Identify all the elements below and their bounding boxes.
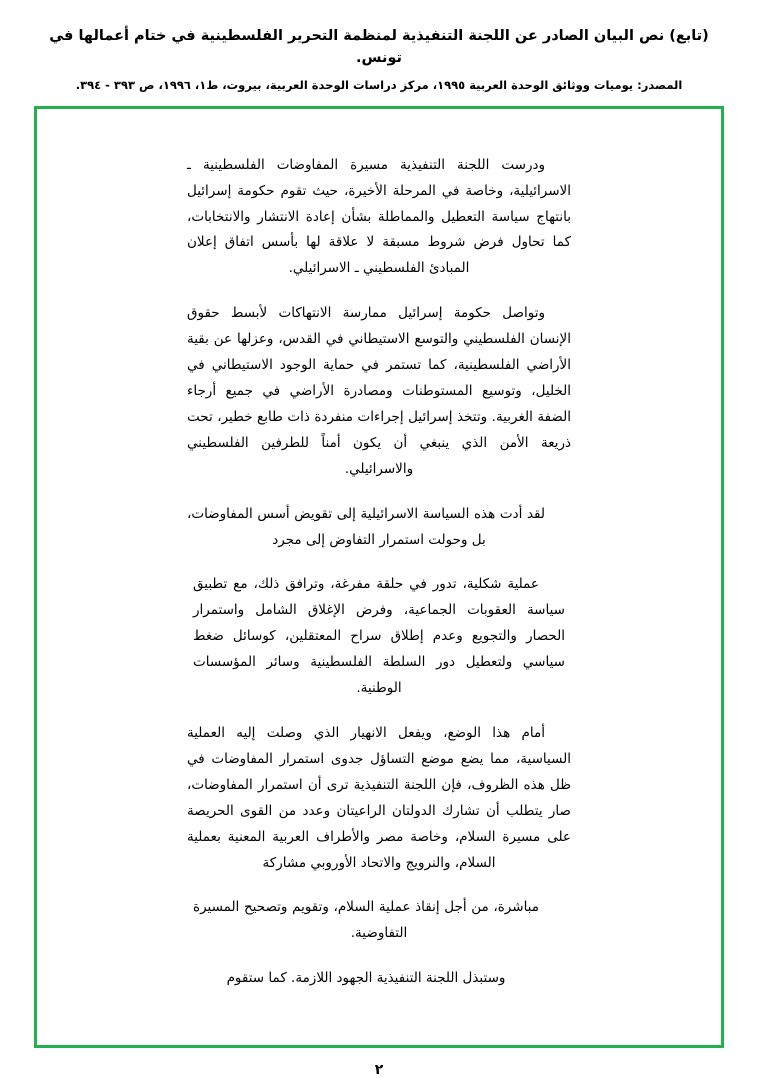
paragraph: عملية شكلية، تدور في حلقة مفرغة، وترافق ذلك، مع تطبيق سياسة العقوبات الجماعية، وفرض الإغلاق الشامل واستمرار الحصار والتجويع وعدم إطلاق سراح المعتقلين، كوسائل ضغط سياسي ولتعطيل دور السلطة الفلسطينية وسائر المؤسسات الوطنية.	[193, 576, 565, 697]
page-title: (تابع) نص البيان الصادر عن اللجنة التنفيذية لمنظمة التحرير الفلسطينية في ختام أعمالها في تونس.	[49, 28, 709, 66]
paragraph: لقد أدت هذه السياسة الاسرائيلية إلى تقويض أسس المفاوضات، بل وحولت استمرار التفاوض إلى مجرد	[187, 505, 545, 548]
paragraph: ودرست اللجنة التنفيذية مسيرة المفاوضات الفلسطينية ـ الاسرائيلية، وخاصة في المرحلة الأخيرة، حيث تقوم حكومة إسرائيل بانتهاج سياسة التعطيل والمماطلة بشأن إعادة الانتشار والانتخابات، كما تحاول فرض شروط مسبقة لا علاقة لها بأسس اتفاق إعلان المبادئ الفلسطيني ـ الاسرائيلي.	[187, 156, 571, 277]
paragraph: وتواصل حكومة إسرائيل ممارسة الانتهاكات لأبسط حقوق الإنسان الفلسطيني والتوسع الاستيطاني في القدس، وعزلها عن بقية الأراضي الفلسطينية، كما تستمر في حماية الوجود الاستيطاني في الخليل، وتوسيع المستوطنات ومصادرة الأراضي في جميع أرجاء الضفة الغربية. وتتخذ إسرائيل إجراءات منفردة ذات طابع خطير، تحت ذريعة الأمن الذي ينبغي أن يكون أمناً للطرفين الفلسطيني والاسرائيلي.	[187, 305, 571, 477]
paragraph: مباشرة، من أجل إنقاذ عملية السلام، وتقويم وتصحيح المسيرة التفاوضية.	[193, 899, 539, 942]
paragraph: وستبذل اللجنة التنفيذية الجهود اللازمة. كما ستقوم	[226, 970, 506, 987]
body-text	[93, 153, 665, 992]
page-number: ٢	[374, 1062, 384, 1078]
source-citation: المصدر: يوميات ووثائق الوحدة العربية ١٩٩٥، مركز دراسات الوحدة العربية، بيروت، ط١، ١٩٩٦، ص ٣٩٣ - ٣٩٤.	[75, 77, 683, 92]
paragraph: أمام هذا الوضع، ويفعل الانهيار الذي وصلت إليه العملية السياسية، مما يضع موضع التساؤل جدوى استمرار المفاوضات في ظل هذه الظروف، فإن اللجنة التنفيذية ترى أن استمرار المفاوضات، صار يتطلب أن تشارك الدولتان الراعيتان وعدد من القوى الحريصة على مسيرة السلام، وخاصة مصر والأطراف العربية المعنية بعملية السلام، والنرويج والاتحاد الأوروبي مشاركة	[187, 724, 571, 871]
content-frame	[34, 106, 724, 1048]
